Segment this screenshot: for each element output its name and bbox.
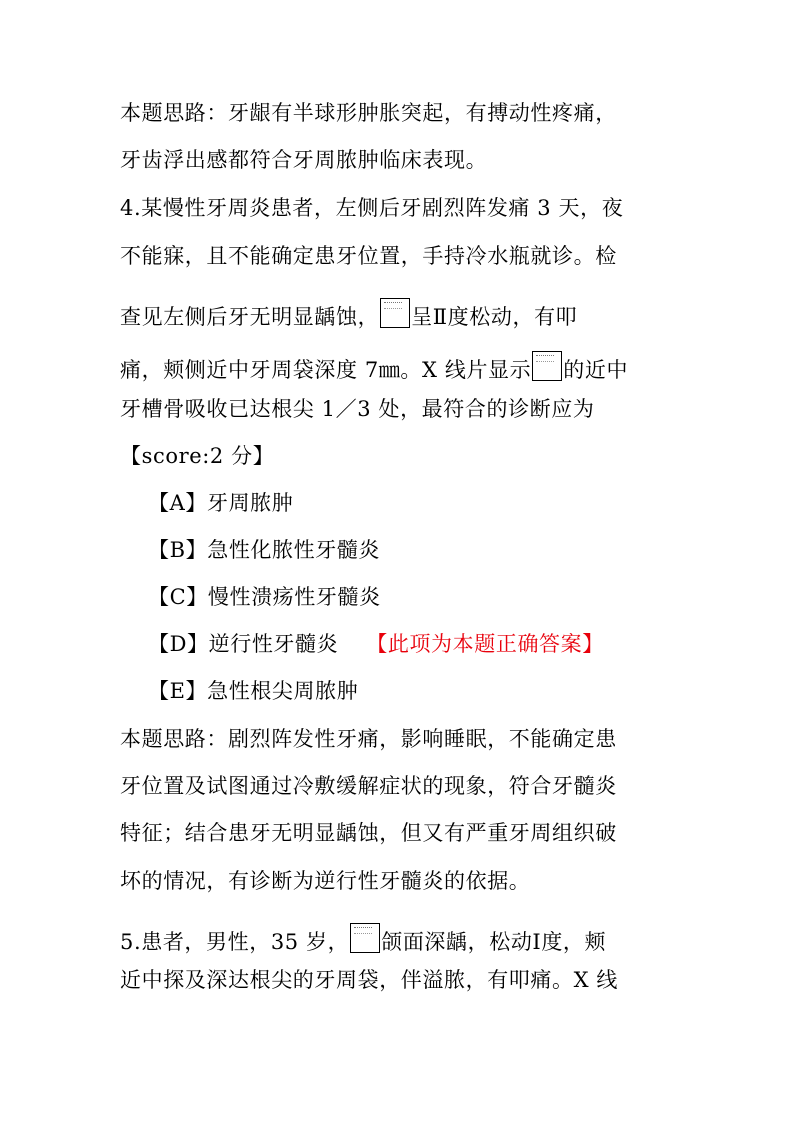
- q4-stem-line-1: 4.某慢性牙周炎患者，左侧后牙剧烈阵发痛 3 天，夜: [120, 196, 624, 220]
- q4-rationale-line-1: 本题思路：剧烈阵发性牙痛，影响睡眠，不能确定患: [120, 727, 617, 751]
- q4-rationale-line-3: 特征；结合患牙无明显龋蚀，但又有严重牙周组织破: [120, 821, 617, 845]
- correct-answer-marker: 【此项为本题正确答案】: [366, 632, 604, 656]
- q4-option-e: 【E】急性根尖周脓肿: [148, 679, 359, 703]
- q4-score: 【score:2 分】: [120, 444, 275, 468]
- q4-stem-line-3-end: 呈Ⅱ度松动，有叩: [411, 305, 578, 329]
- q4-stem-line-4: [120, 351, 628, 381]
- q4-option-d: [148, 634, 604, 655]
- q4-rationale-line-2: 牙位置及试图通过冷敷缓解症状的现象，符合牙髓炎: [120, 774, 617, 798]
- tooth-position-image: [350, 923, 380, 953]
- q5-stem-line-2: 近中探及深达根尖的牙周袋，伴溢脓，有叩痛。X 线: [120, 968, 619, 992]
- q4-stem-line-4-start: 痛，颊侧近中牙周袋深度 7㎜。X 线片显示: [120, 358, 532, 382]
- q4-option-c: 【C】慢性溃疡性牙髓炎: [148, 585, 381, 609]
- q3-rationale-line-2: 牙齿浮出感都符合牙周脓肿临床表现。: [120, 148, 488, 172]
- q4-stem-line-3-start: 查见左侧后牙无明显龋蚀，: [120, 305, 380, 329]
- q4-rationale-line-4: 坏的情况，有诊断为逆行性牙髓炎的依据。: [120, 869, 531, 893]
- q4-stem-line-2: 不能寐，且不能确定患牙位置，手持冷水瓶就诊。检: [120, 244, 617, 268]
- q4-stem-line-4-end: 的近中: [563, 358, 629, 382]
- q4-stem-line-5: 牙槽骨吸收已达根尖 1／3 处，最符合的诊断应为: [120, 397, 595, 421]
- q5-stem-line-1: [120, 923, 606, 953]
- q5-stem-line-1-start: 5.患者，男性，35 岁，: [120, 930, 350, 954]
- q5-stem-line-1-end: 颌面深龋，松动Ⅰ度，颊: [381, 930, 607, 954]
- q4-option-a: 【A】牙周脓肿: [148, 491, 294, 515]
- q4-option-d-label: 【D】逆行性牙髓炎: [148, 632, 339, 656]
- tooth-position-image: [532, 351, 562, 381]
- q3-rationale-line-1: 本题思路：牙龈有半球形肿胀突起，有搏动性疼痛，: [120, 101, 617, 125]
- q4-stem-line-3: [120, 298, 577, 328]
- tooth-position-image: [380, 298, 410, 328]
- q4-option-b: 【B】急性化脓性牙髓炎: [148, 538, 381, 562]
